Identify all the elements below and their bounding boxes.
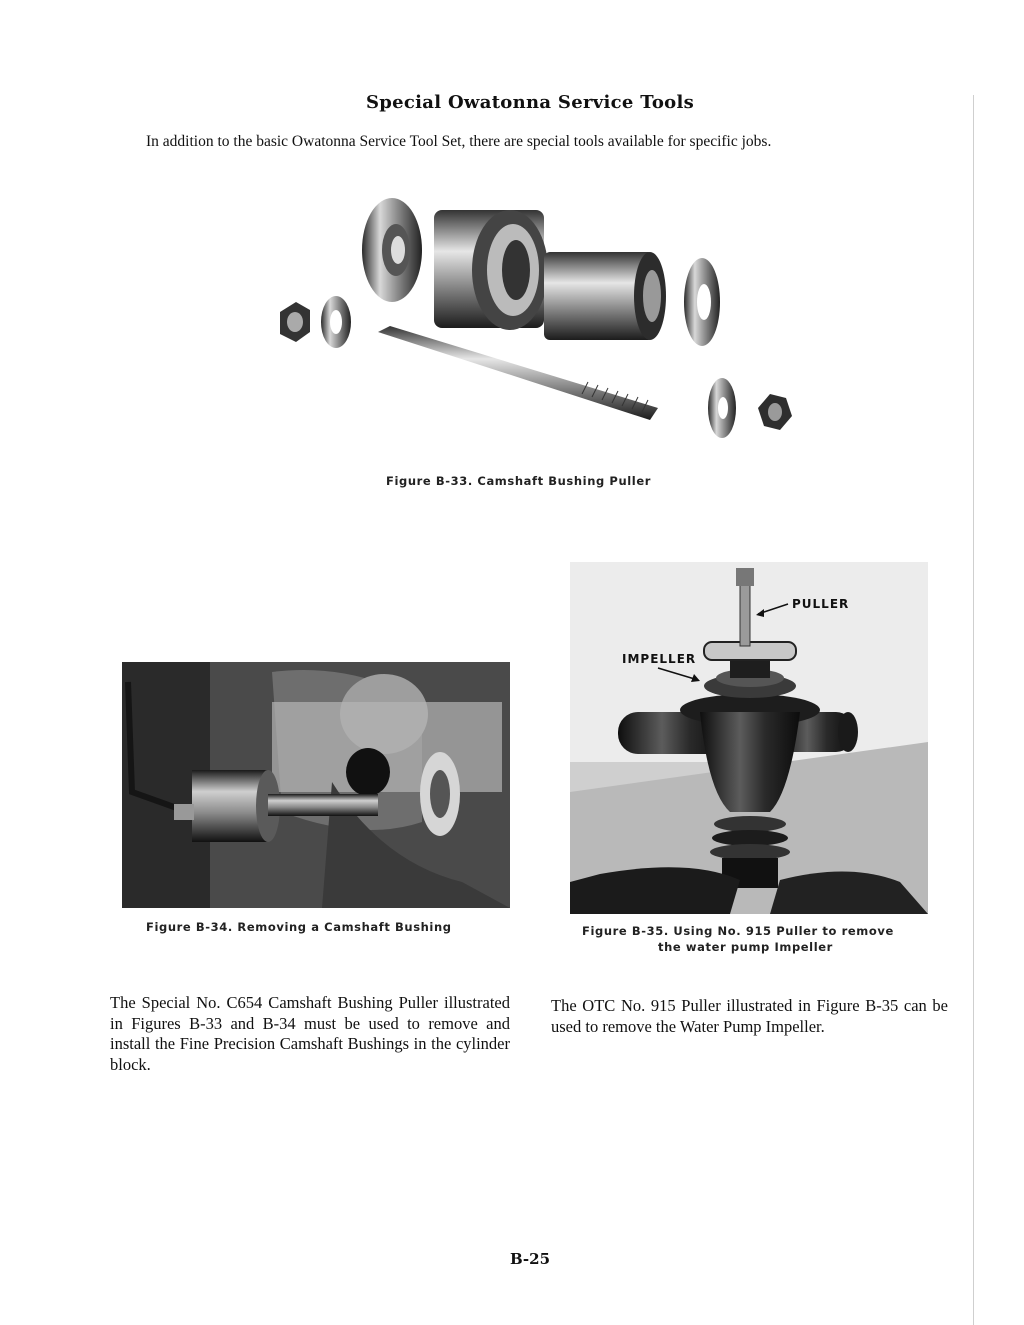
figure-b35-caption-line1: Figure B-35. Using No. 915 Puller to remove: [582, 924, 894, 938]
intro-text: In addition to the basic Owatonna Service Tool Set, there are special tools available for specific jobs.: [146, 133, 772, 150]
cylinder-block-illustration: [122, 662, 510, 908]
page-title: Special Owatonna Service Tools: [365, 92, 695, 113]
puller-label: PULLER: [792, 597, 850, 611]
figure-b35-photo: [570, 562, 928, 914]
camshaft-bushing-puller-illustration: [258, 182, 818, 464]
page-number: B-25: [509, 1250, 551, 1268]
impeller-label: IMPELLER: [622, 652, 697, 666]
figure-b33-caption: Figure B-33. Camshaft Bushing Puller: [386, 474, 652, 488]
figure-b33-photo: [258, 182, 818, 464]
water-pump-puller-illustration: [570, 562, 928, 914]
figure-b34-photo: [122, 662, 510, 908]
figure-b35-caption-line2: the water pump Impeller: [658, 940, 833, 954]
margin-line: [973, 95, 974, 1325]
paragraph-left: The Special No. C654 Camshaft Bushing Puller illustrated in Figures B-33 and B-34 must be used to remove and install the Fine Precision Camshaft Bushings in the cylinder block.: [110, 993, 510, 1074]
paragraph-right: The OTC No. 915 Puller illustrated in Figure B-35 can be used to remove the Water Pump Impeller.: [551, 996, 948, 1036]
figure-b34-caption: Figure B-34. Removing a Camshaft Bushing: [146, 920, 452, 934]
